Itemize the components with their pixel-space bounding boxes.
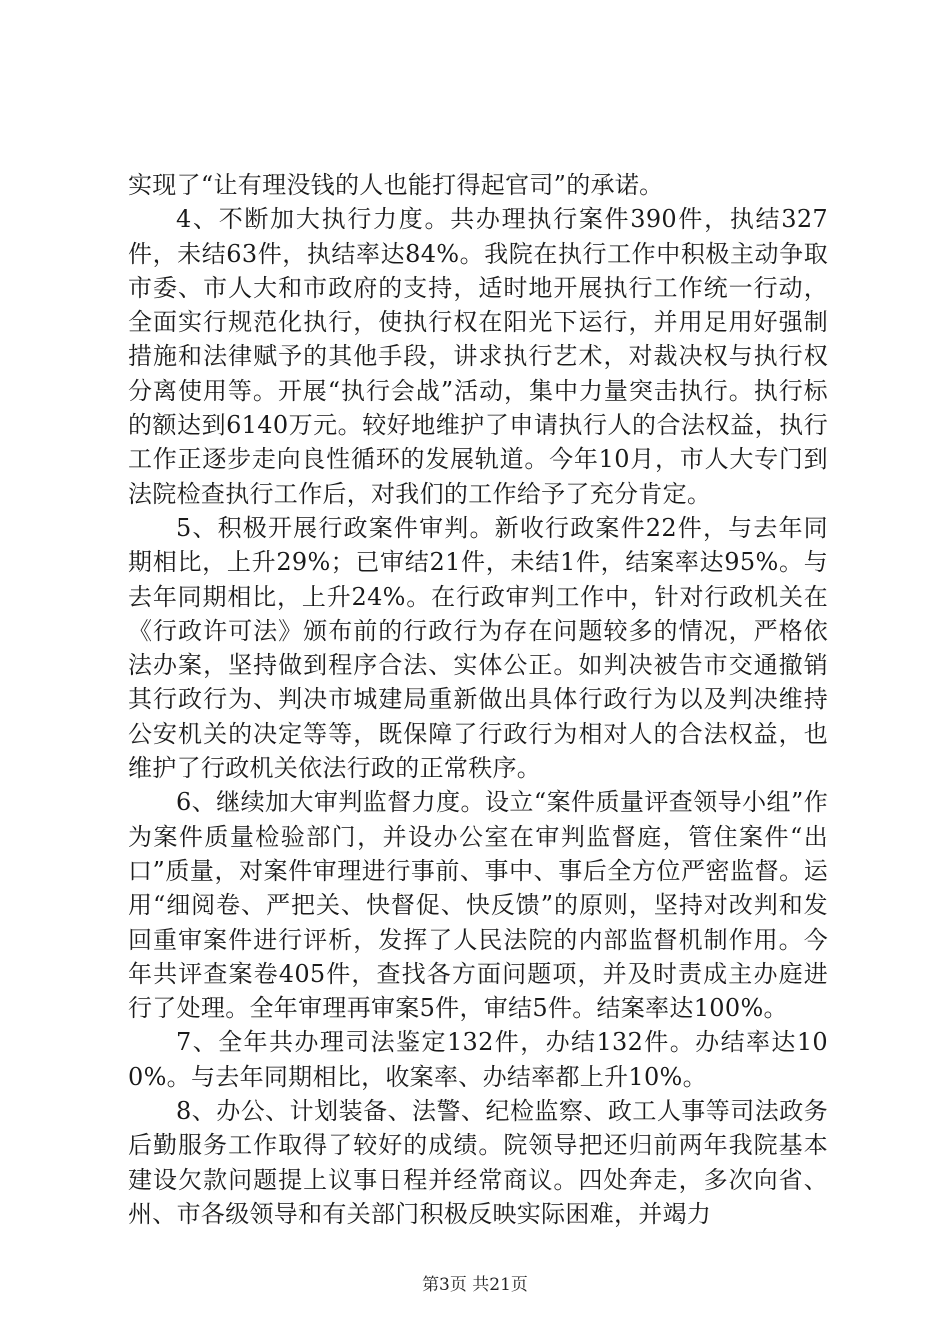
document-body (128, 168, 828, 1231)
paragraph-3: 5、积极开展行政案件审判。新收行政案件22件，与去年同期相比，上升29%；已审结21件，未结1件，结案率达95%。与去年同期相比，上升24%。在行政审判工作中，针对行政机关在《行政许可法》颁布前的行政行为存在问题较多的情况，严格依法办案，坚持做到程序合法、实体公正。如判决被告市交通撤销其行政行为、判决市城建局重新做出具体行政行为以及判决维持公安机关的决定等等，既保障了行政行为相对人的合法权益，也维护了行政机关依法行政的正常秩序。 (128, 513, 828, 783)
paragraph-5: 7、全年共办理司法鉴定132件，办结132件。办结率达100%。与去年同期相比，收案率、办结率都上升10%。 (128, 1028, 828, 1091)
paragraph-2: 4、不断加大执行力度。共办理执行案件390件，执结327件，未结63件，执结率达84%。我院在执行工作中积极主动争取市委、市人大和市政府的支持，适时地开展执行工作统一行动，全面实行规范化执行，使执行权在阳光下运行，并用足用好强制措施和法律赋予的其他手段，讲求执行艺术，对裁决权与执行权分离使用等。开展“执行会战”活动，集中力量突击执行。执行标的额达到6140万元。较好地维护了申请执行人的合法权益，执行工作正逐步走向良性循环的发展轨道。今年10月，市人大专门到法院检查执行工作后，对我们的工作给予了充分肯定。 (128, 205, 828, 508)
paragraph-6: 8、办公、计划装备、法警、纪检监察、政工人事等司法政务后勤服务工作取得了较好的成绩。院领导把还归前两年我院基本建设欠款问题提上议事日程并经常商议。四处奔走，多次向省、州、市各级领导和有关部门积极反映实际困难，并竭力 (128, 1097, 828, 1228)
page-footer: 第3页 共21页 (422, 1275, 528, 1295)
paragraph-1: 实现了“让有理没钱的人也能打得起官司”的承诺。 (128, 171, 664, 199)
paragraph-4: 6、继续加大审判监督力度。设立“案件质量评查领导小组”作为案件质量检验部门，并设办公室在审判监督庭，管住案件“出口”质量，对案件审理进行事前、事中、事后全方位严密监督。运用“细阅卷、严把关、快督促、快反馈”的原则，坚持对改判和发回重审案件进行评析，发挥了人民法院的内部监督机制作用。今年共评查案卷405件，查找各方面问题项，并及时责成主办庭进行了处理。全年审理再审案5件，审结5件。结案率达100%。 (128, 788, 828, 1023)
